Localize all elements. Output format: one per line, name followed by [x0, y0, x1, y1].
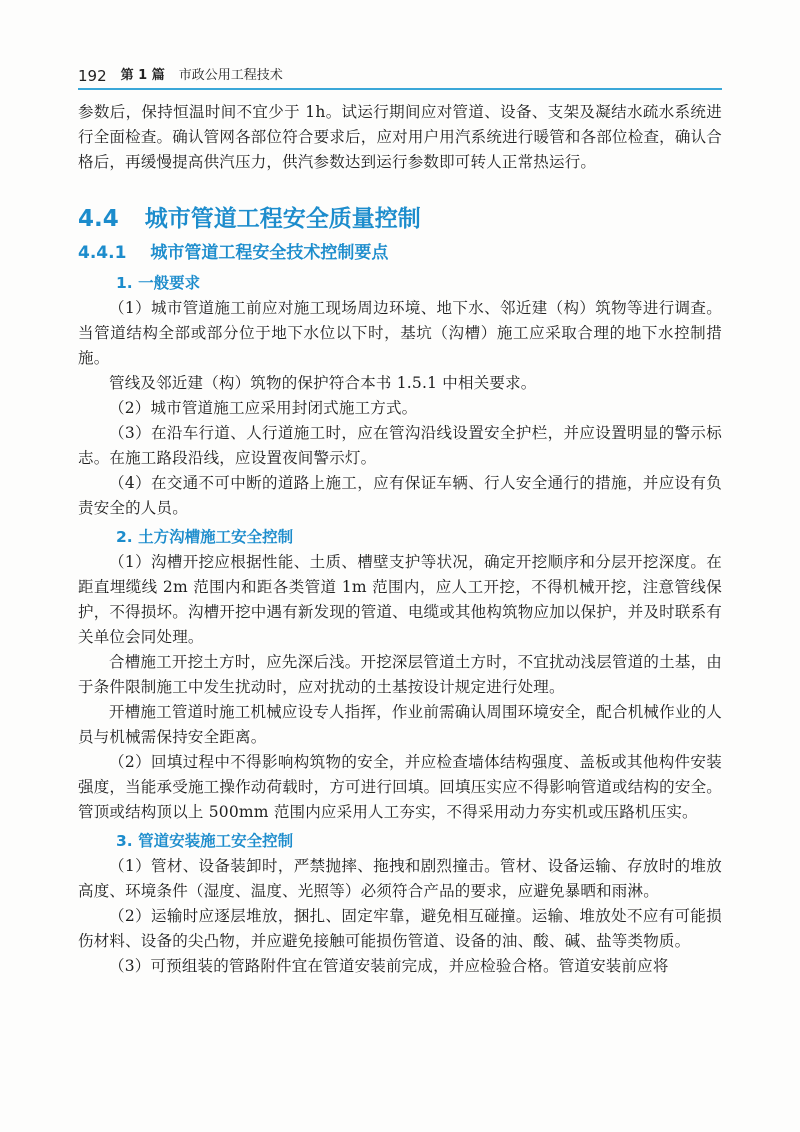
paragraph: 合槽施工开挖土方时，应先深后浅。开挖深层管道土方时，不宜扰动浅层管道的土基，由于条件限制施工中发生扰动时，应对扰动的土基按设计规定进行处理。 — [78, 653, 722, 696]
paragraph: （1）沟槽开挖应根据性能、土质、槽壁支护等状况，确定开挖顺序和分层开挖深度。在距直埋缆线 2m 范围内和距各类管道 1m 范围内，应人工开挖，不得机械开挖，注意管线保护，不得损坏。沟槽开挖中遇有新发现的管道、电缆或其他构筑物应加以保护，并及时联系有关单位会同处理。 — [78, 553, 722, 646]
paragraph: （4）在交通不可中断的道路上施工，应有保证车辆、行人安全通行的措施，并应设有负责安全的人员。 — [78, 474, 722, 517]
part-heading-pipe-install: 3. 管道安装施工安全控制 — [116, 832, 294, 850]
paragraph: 管线及邻近建（构）筑物的保护符合本书 1.5.1 中相关要求。 — [109, 374, 537, 392]
part-heading-general: 1. 一般要求 — [116, 274, 201, 292]
paragraph: （2）城市管道施工应采用封闭式施工方式。 — [109, 399, 418, 417]
section-title: 城市管道工程安全质量控制 — [144, 206, 421, 232]
paragraph: （2）回填过程中不得影响构筑物的安全，并应检查墙体结构强度、盖板或其他构件安装强度，当能承受施工操作动荷载时，方可进行回填。回填压实应不得影响管道或结构的安全。管顶或结构顶以上 500mm 范围内应采用人工夯实，不得采用动力夯实机或压路机压实。 — [78, 753, 722, 821]
part-heading-trench: 2. 土方沟槽施工安全控制 — [116, 528, 294, 546]
subsection-title: 城市管道工程安全技术控制要点 — [150, 243, 389, 263]
subsection-number: 4.4.1 — [78, 243, 127, 263]
paragraph: （1）管材、设备装卸时，严禁抛摔、拖拽和剧烈撞击。管材、设备运输、存放时的堆放高度、环境条件（湿度、温度、光照等）必须符合产品的要求，应避免暴晒和雨淋。 — [78, 857, 722, 900]
part-label: 第 1 篇 — [120, 68, 165, 83]
paragraph: 开槽施工管道时施工机械应设专人指挥，作业前需确认周围环境安全，配合机械作业的人员与机械需保持安全距离。 — [78, 703, 722, 746]
section-heading — [78, 203, 722, 235]
paragraph: （1）城市管道施工前应对施工现场周边环境、地下水、邻近建（构）筑物等进行调查。当管道结构全部或部分位于地下水位以下时，基坑（沟槽）施工应采取合理的地下水控制措施。 — [78, 299, 722, 367]
page-body — [78, 100, 722, 979]
running-header — [78, 64, 722, 86]
intro-paragraph: 参数后，保持恒温时间不宜少于 1h。试运行期间应对管道、设备、支架及凝结水疏水系统进行全面检查。确认管网各部位符合要求后，应对用户用汽系统进行暖管和各部位检查，确认合格后，再缓慢提高供汽压力，供汽参数达到运行参数即可转人正常热运行。 — [78, 103, 722, 171]
header-rule — [78, 88, 722, 90]
section-number: 4.4 — [78, 206, 119, 232]
chapter-label: 市政公用工程技术 — [178, 68, 283, 83]
subsection-heading — [78, 239, 722, 267]
paragraph: （2）运输时应逐层堆放，捆扎、固定牢靠，避免相互碰撞。运输、堆放处不应有可能损伤材料、设备的尖凸物，并应避免接触可能损伤管道、设备的油、酸、碱、盐等类物质。 — [78, 907, 722, 950]
paragraph: （3）可预组装的管路附件宜在管道安装前完成，并应检验合格。管道安装前应将 — [109, 957, 669, 975]
paragraph: （3）在沿车行道、人行道施工时，应在管沟沿线设置安全护栏，并应设置明显的警示标志。在施工路段沿线，应设置夜间警示灯。 — [78, 424, 722, 467]
page-number: 192 — [78, 67, 107, 85]
